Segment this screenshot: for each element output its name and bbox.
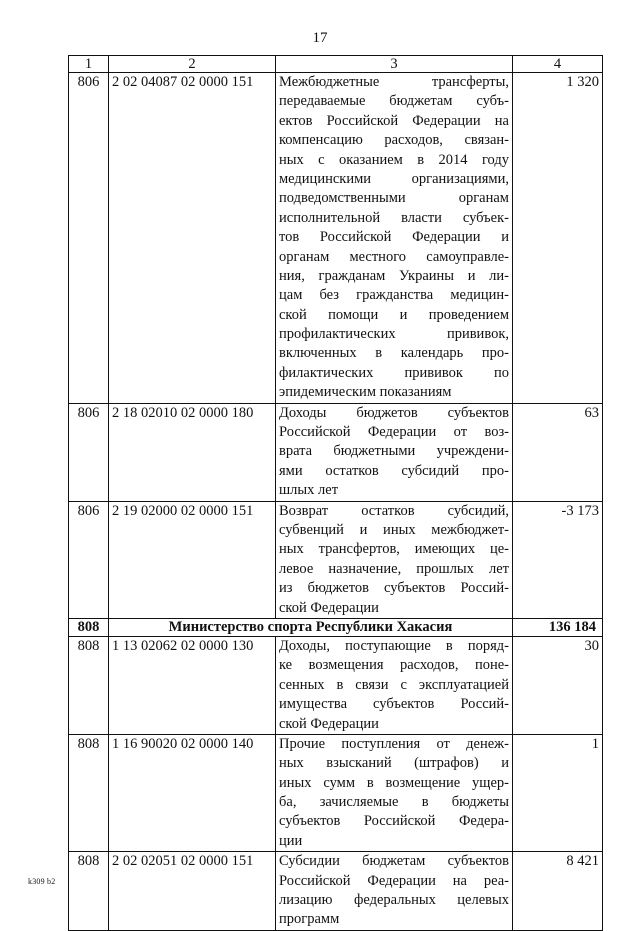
- description-line: врата бюджетными учреждени-: [279, 443, 509, 460]
- description-line: лизацию федеральных целевых: [279, 892, 509, 909]
- budget-classification-code: 1 13 02062 02 0000 130: [109, 636, 276, 734]
- budget-classification-code: 2 18 02010 02 0000 180: [109, 403, 276, 501]
- admin-code: 808: [69, 734, 109, 851]
- table-row: [69, 852, 603, 931]
- description-line: субвенций и иных межбюджет-: [279, 521, 509, 538]
- description-line: шлых лет: [279, 482, 339, 499]
- income-description: [276, 403, 513, 501]
- description-line: субъектов Российской Федера-: [279, 813, 509, 830]
- description-line: Субсидии бюджетам субъектов: [279, 853, 509, 870]
- description-line: ба, зачисляемые в бюджеты: [279, 794, 509, 811]
- description-line: имущества субъектов Россий-: [279, 696, 509, 713]
- header-row: [69, 56, 603, 73]
- description-line: Российской Федерации от воз-: [279, 424, 509, 441]
- amount: 136 184: [513, 618, 603, 636]
- description-line: Российской Федерации на реа-: [279, 872, 509, 889]
- page-number: 17: [312, 30, 328, 46]
- income-description: [276, 734, 513, 851]
- description-line: медицинскими организациями,: [279, 170, 509, 187]
- footer-note: k309 b2: [28, 877, 56, 886]
- budget-classification-code: 2 19 02000 02 0000 151: [109, 501, 276, 618]
- description-line: Доходы бюджетов субъектов: [279, 404, 509, 421]
- amount: -3 173: [513, 501, 603, 618]
- description-line: ных взысканий (штрафов) и: [279, 755, 509, 772]
- description-line: филактических прививок по: [279, 364, 509, 381]
- description-line: ции: [279, 832, 303, 849]
- admin-code: 806: [69, 73, 109, 404]
- description-line: тов Российской Федерации и: [279, 229, 509, 246]
- description-line: профилактических прививок,: [279, 326, 509, 343]
- description-line: из бюджетов субъектов Россий-: [279, 580, 509, 597]
- description-line: иных сумм в возмещение ущер-: [279, 774, 509, 791]
- budget-classification-code: 2 02 04087 02 0000 151: [109, 73, 276, 404]
- description-line: ных с оказанием в 2014 году: [279, 151, 509, 168]
- ministry-title: Министерство спорта Республики Хакасия: [109, 618, 513, 636]
- header-col-1: 1: [69, 56, 109, 73]
- description-line: ния, гражданам Украины и ли-: [279, 267, 509, 284]
- admin-code: 806: [69, 501, 109, 618]
- admin-code: 806: [69, 403, 109, 501]
- description-line: передаваемые бюджетам субъ-: [279, 93, 509, 110]
- description-line: ской Федерации: [279, 599, 379, 616]
- description-line: Прочие поступления от денеж-: [279, 735, 509, 752]
- description-line: программ: [279, 911, 340, 928]
- table-row: [69, 73, 603, 404]
- description-line: сенных в связи с эксплуатацией: [279, 676, 509, 693]
- table-body: [69, 73, 603, 931]
- description-line: ской Федерации: [279, 715, 379, 732]
- table-row: [69, 636, 603, 734]
- income-description: [276, 501, 513, 618]
- amount: 1: [513, 734, 603, 851]
- amount: 1 320: [513, 73, 603, 404]
- description-line: исполнительной власти субъек-: [279, 209, 509, 226]
- description-line: ями остатков субсидий про-: [279, 462, 509, 479]
- description-line: ектов Российской Федерации на: [279, 112, 509, 129]
- description-line: ке возмещения расходов, поне-: [279, 657, 509, 674]
- description-line: компенсацию расходов, связан-: [279, 132, 509, 149]
- admin-code: 808: [69, 636, 109, 734]
- table-row: [69, 734, 603, 851]
- description-line: подведомственными органам: [279, 190, 509, 207]
- description-line: включенных в календарь про-: [279, 345, 509, 362]
- ministry-row: [69, 618, 603, 636]
- admin-code: 808: [69, 618, 109, 636]
- income-description: [276, 636, 513, 734]
- income-description: [276, 852, 513, 931]
- budget-table: [68, 55, 603, 931]
- description-line: Возврат остатков субсидий,: [279, 502, 509, 519]
- description-line: ской помощи и проведением: [279, 306, 509, 323]
- budget-classification-code: 1 16 90020 02 0000 140: [109, 734, 276, 851]
- description-line: Межбюджетные трансферты,: [279, 74, 509, 90]
- description-line: цам без гражданства медицин-: [279, 287, 509, 304]
- description-line: левое назначение, прошлых лет: [279, 560, 509, 577]
- header-col-2: 2: [109, 56, 276, 73]
- description-line: ных трансфертов, имеющих це-: [279, 541, 509, 558]
- table-row: [69, 403, 603, 501]
- table-header: [69, 56, 603, 73]
- description-line: Доходы, поступающие в поряд-: [279, 637, 509, 654]
- description-line: органам местного самоуправле-: [279, 248, 509, 265]
- table-row: [69, 501, 603, 618]
- income-description: [276, 73, 513, 404]
- admin-code: 808: [69, 852, 109, 931]
- amount: 8 421: [513, 852, 603, 931]
- amount: 30: [513, 636, 603, 734]
- budget-classification-code: 2 02 02051 02 0000 151: [109, 852, 276, 931]
- header-col-3: 3: [276, 56, 513, 73]
- description-line: эпидемическим показаниям: [279, 384, 452, 401]
- header-col-4: 4: [513, 56, 603, 73]
- amount: 63: [513, 403, 603, 501]
